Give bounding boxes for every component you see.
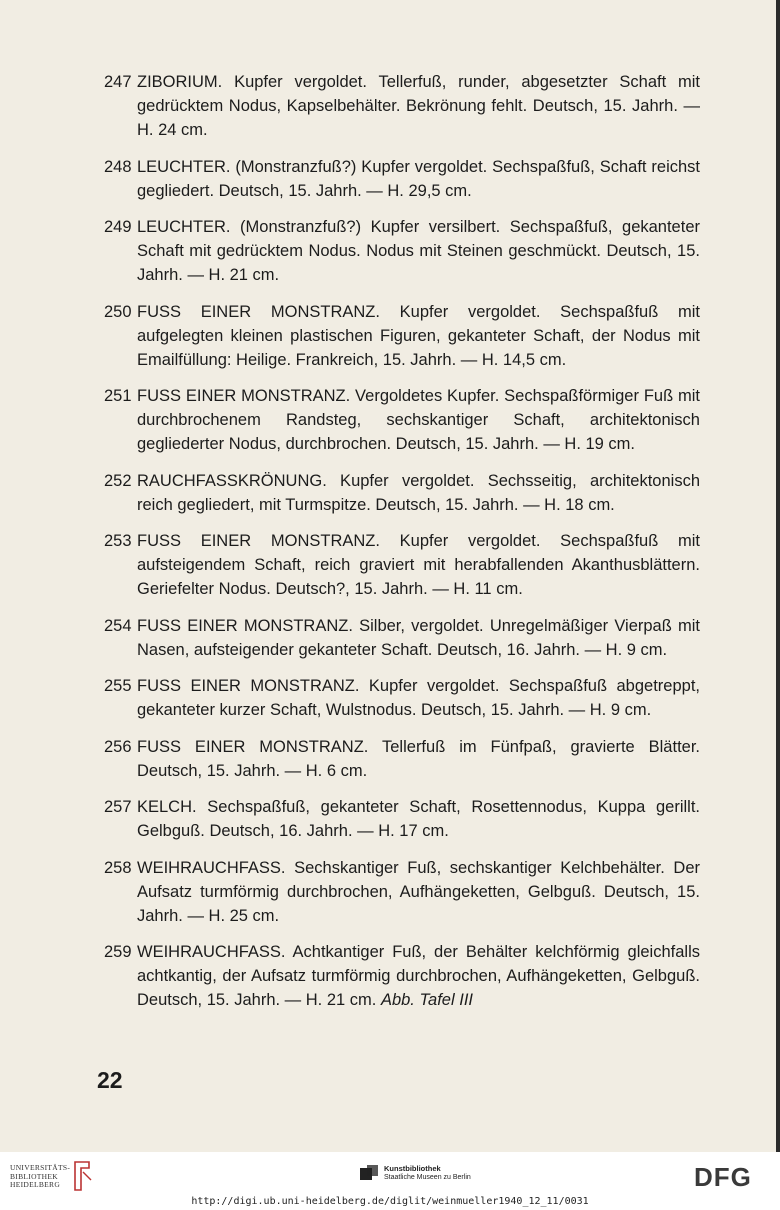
catalog-entry — [104, 940, 700, 1012]
entry-number: 250 — [104, 302, 132, 321]
entry-text: FUSS EINER MONSTRANZ. Silber, vergoldet. Unregelmäßiger Vierpaß mit Nasen, aufsteigender gekanteter Schaft. Deutsch, 16. Jahrh. — H. 9 cm. — [137, 616, 700, 659]
kb-subtitle: Staatliche Museen zu Berlin — [384, 1174, 471, 1181]
entry-text: FUSS EINER MONSTRANZ. Kupfer vergoldet. Sechspaßfuß abgetreppt, gekanteter kurzer Schaft, Wulstnodus. Deutsch, 15. Jahrh. — H. 9 cm. — [137, 677, 700, 719]
entry-text: FUSS EINER MONSTRANZ. Vergoldetes Kupfer. Sechspaßförmiger Fuß mit durchbrochenem Randsteg, sechskantiger Schaft, architektonisch gegliederter Nodus, durchbrochen. Deutsch, 15. Jahrh. — H. 19 cm. — [137, 387, 700, 453]
catalog-entry — [104, 300, 700, 372]
source-url[interactable]: http://digi.ub.uni-heidelberg.de/diglit/weinmueller1940_12_11/0031 — [191, 1196, 589, 1207]
university-line: UNIVERSITÄTS- — [10, 1163, 71, 1172]
catalog-entry — [104, 155, 700, 203]
catalog-entry — [104, 70, 700, 142]
catalog-entry — [104, 469, 700, 517]
entry-text: FUSS EINER MONSTRANZ. Kupfer vergoldet. Sechspaßfuß mit aufgelegten kleinen plastischen Figuren, gekanteter Schaft, der Nodus mit Emailfüllung: Heilige. Frankreich, 15. Jahrh. — H. 14,5 cm. — [137, 302, 700, 369]
entry-text: RAUCHFASSKRÖNUNG. Kupfer vergoldet. Sechsseitig, architektonisch reich gegliedert, mit Turmspitze. Deutsch, 15. Jahrh. — H. 18 cm. — [137, 471, 700, 514]
entry-text: ZIBORIUM. Kupfer vergoldet. Tellerfuß, runder, abgesetzter Schaft mit gedrücktem Nodus, Kapselbehälter. Bekrönung fehlt. Deutsch, 15. Jahrh. — H. 24 cm. — [137, 73, 700, 139]
university-seal-icon — [71, 1160, 93, 1192]
entry-number: 247 — [104, 73, 132, 91]
entry-number: 254 — [104, 616, 132, 635]
catalog-entry — [104, 795, 700, 843]
entry-number: 253 — [104, 532, 132, 550]
entry-number: 257 — [104, 798, 132, 816]
entry-text: LEUCHTER. (Monstranzfuß?) Kupfer vergoldet. Sechspaßfuß, Schaft reichst gegliedert. Deutsch, 15. Jahrh. — H. 29,5 cm. — [137, 157, 700, 200]
catalog-entry — [104, 674, 700, 722]
university-line: BIBLIOTHEK — [10, 1171, 58, 1181]
dfg-logo: DFG — [694, 1162, 752, 1192]
digitization-footer — [0, 1152, 780, 1210]
entry-text — [137, 940, 700, 1012]
entry-number: 251 — [104, 387, 132, 405]
entry-number: 258 — [104, 858, 132, 877]
entry-text: KELCH. Sechspaßfuß, gekanteter Schaft, Rosettennodus, Kuppa gerillt. Gelbguß. Deutsch, 16. Jahrh. — H. 17 cm. — [137, 798, 700, 840]
catalog-entry — [104, 529, 700, 601]
page-number: 22 — [97, 1067, 123, 1093]
catalog-entry — [104, 856, 700, 928]
kunstbibliothek-label — [384, 1164, 471, 1182]
catalog-entry — [104, 215, 700, 287]
entry-number: 256 — [104, 737, 132, 756]
university-library-logo — [10, 1164, 70, 1190]
catalog-entry — [104, 614, 700, 662]
entry-text-body: WEIHRAUCHFASS. Achtkantiger Fuß, der Behälter kelchförmig gleichfalls achtkantig, der Aufsatz turmförmig durchbrochen, Aufhängeketten, Gelbguß. Deutsch, 15. Jahrh. — H. 21 cm. — [137, 943, 700, 1009]
university-line: HEIDELBERG — [10, 1180, 61, 1189]
entry-text: FUSS EINER MONSTRANZ. Kupfer vergoldet. Sechspaßfuß mit aufsteigendem Schaft, reich graviert mit herabfallenden Akanthusblättern. Geriefelter Nodus. Deutsch?, 15. Jahrh. — H. 11 cm. — [137, 532, 700, 598]
catalog-entries — [104, 70, 700, 1025]
entry-number: 249 — [104, 218, 132, 236]
plate-reference: Abb. Tafel III — [380, 991, 473, 1009]
kunstbibliothek-logo-icon — [359, 1164, 379, 1184]
catalog-entry — [104, 384, 700, 456]
catalog-entry — [104, 735, 700, 783]
entry-number: 252 — [104, 471, 132, 490]
entry-text: FUSS EINER MONSTRANZ. Tellerfuß im Fünfpaß, gravierte Blätter. Deutsch, 15. Jahrh. — H. 6 cm. — [137, 737, 700, 780]
entry-text: WEIHRAUCHFASS. Sechskantiger Fuß, sechskantiger Kelchbehälter. Der Aufsatz turmförmig durchbrochen, Aufhängeketten, Gelbguß. Deutsch, 15. Jahrh. — H. 25 cm. — [137, 858, 700, 925]
entry-number: 248 — [104, 157, 132, 176]
entry-text: LEUCHTER. (Monstranzfuß?) Kupfer versilbert. Sechspaßfuß, gekanteter Schaft mit gedrücktem Nodus. Nodus mit Steinen geschmückt. Deutsch, 15. Jahrh. — H. 21 cm. — [137, 218, 700, 284]
entry-number: 255 — [104, 677, 132, 695]
entry-number: 259 — [104, 943, 132, 961]
kb-title: Kunstbibliothek — [384, 1164, 441, 1173]
